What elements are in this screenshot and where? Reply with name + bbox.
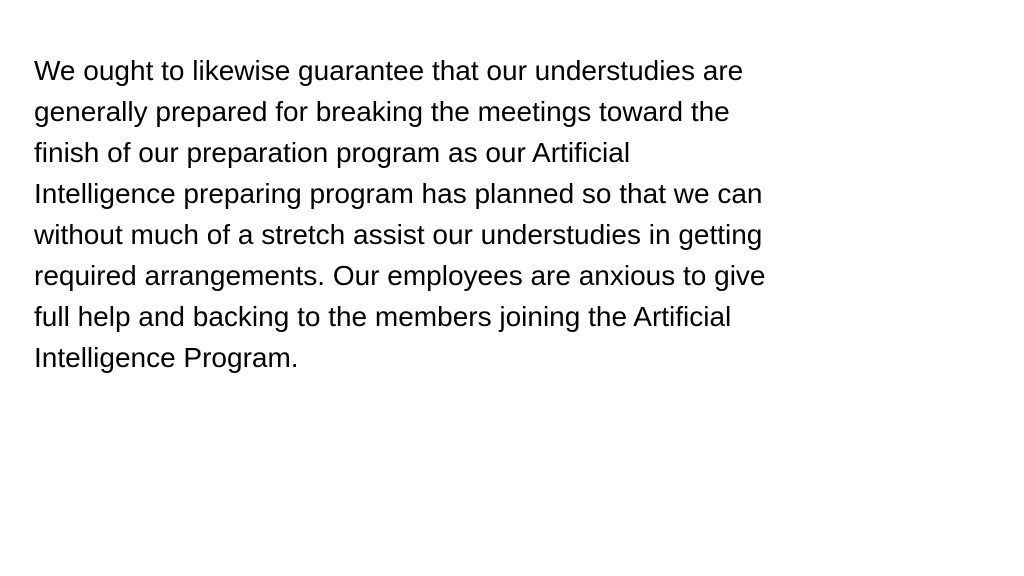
paragraph-line: Intelligence Program. (34, 342, 299, 373)
body-paragraph (34, 50, 994, 378)
paragraph-line: We ought to likewise guarantee that our understudies are (34, 55, 744, 86)
paragraph-line: generally prepared for breaking the meetings toward the (34, 96, 730, 127)
paragraph-line: required arrangements. Our employees are anxious to give (34, 260, 766, 291)
paragraph-line: without much of a stretch assist our understudies in getting (34, 219, 763, 250)
paragraph-line: finish of our preparation program as our Artificial (34, 137, 631, 168)
paragraph-line: full help and backing to the members joining the Artificial (34, 301, 732, 332)
paragraph-line: Intelligence preparing program has planned so that we can (34, 178, 763, 209)
